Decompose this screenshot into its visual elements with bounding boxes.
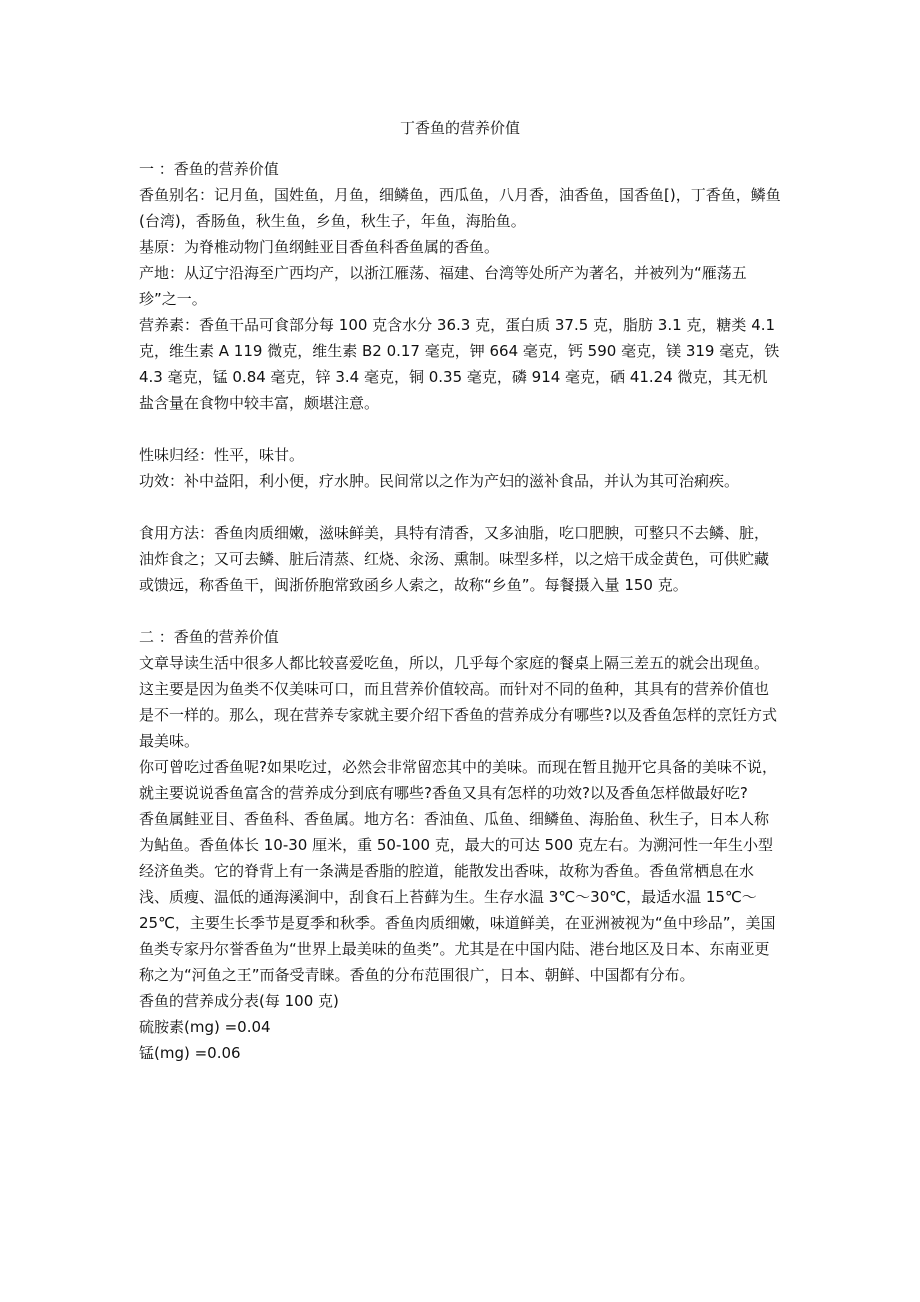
section-1-heading: 一 ：香鱼的营养价值	[139, 160, 279, 178]
description-paragraph: 香鱼属鲑亚目、香鱼科、香鱼属。地方名：香油鱼、瓜鱼、细鳞鱼、海胎鱼、秋生子，日本人称为鲇鱼。香鱼体长 10-30 厘米，重 50-100 克，最大的可达 500 克左右。为溯河性一年生小型经济鱼类。它的脊背上有一条满是香脂的腔道，能散发出香味，故称为香鱼。香鱼常栖息在水浅、质瘦、温低的通海溪涧中，刮食石上苔藓为生。生存水温 3℃～30℃，最适水温 15℃～25℃，主要生长季节是夏季和秋季。香鱼肉质细嫩，味道鲜美，在亚洲被视为“鱼中珍品”，美国鱼类专家丹尔誉香鱼为“世界上最美味的鱼类”。尤其是在中国内陆、港台地区及日本、东南亚更称之为“河鱼之王”而备受青睐。香鱼的分布范围很广，日本、朝鲜、中国都有分布。	[139, 810, 776, 984]
section-2-heading: 二 ：香鱼的营养价值	[139, 628, 279, 646]
origin-paragraph: 基原：为脊椎动物门鱼纲鲑亚目香鱼科香鱼属的香鱼。	[139, 238, 500, 256]
paragraph-gap	[139, 416, 781, 442]
aliases-paragraph: 香鱼别名：记月鱼，国姓鱼，月鱼，细鳞鱼，西瓜鱼，八月香，油香鱼，国香鱼[)，丁香鱼，鳞鱼(台湾)，香肠鱼，秋生鱼，乡鱼，秋生子，年鱼，海胎鱼。	[139, 186, 781, 230]
paragraph-gap	[139, 598, 781, 624]
page-title: 丁香鱼的营养价值	[399, 119, 520, 137]
intro-paragraph: 文章导读生活中很多人都比较喜爱吃鱼，所以，几乎每个家庭的餐桌上隔三差五的就会出现鱼。这主要是因为鱼类不仅美味可口，而且营养价值较高。而针对不同的鱼种，其具有的营养价值也是不一样的。那么，现在营养专家就主要介绍下香鱼的营养成分有哪些?以及香鱼怎样的烹饪方式最美味。	[139, 654, 777, 750]
nature-paragraph: 性味归经：性平，味甘。	[139, 446, 305, 464]
paragraph-gap	[139, 494, 781, 520]
nutrition-row: 锰(mg) =0.06	[139, 1044, 241, 1062]
usage-paragraph: 食用方法：香鱼肉质细嫩，滋味鲜美，具特有清香，又多油脂，吃口肥腴，可整只不去鳞、脏，油炸食之；又可去鳞、脏后清蒸、红烧、汆汤、熏制。味型多样，以之焙干成金黄色，可供贮藏或馈远，称香鱼干，闽浙侨胞常致函乡人索之，故称“乡鱼”。每餐摄入量 150 克。	[139, 524, 770, 594]
efficacy-paragraph: 功效：补中益阳，利小便，疗水肿。民间常以之作为产妇的滋补食品，并认为其可治痢疾。	[139, 472, 740, 490]
nutrients-paragraph: 营养素：香鱼干品可食部分每 100 克含水分 36.3 克，蛋白质 37.5 克，脂肪 3.1 克，糖类 4.1 克，维生素 A 119 微克，维生素 B2 0.17 毫克，钾 664 毫克，钙 590 毫克，镁 319 毫克，铁 4.3 毫克，锰 0.84 毫克，锌 3.4 毫克，铜 0.35 毫克，磷 914 毫克，硒 41.24 微克，其无机盐含量在食物中较丰富，颇堪注意。	[139, 316, 780, 412]
question-paragraph: 你可曾吃过香鱼呢?如果吃过，必然会非常留恋其中的美味。而现在暂且抛开它具备的美味不说，就主要说说香鱼富含的营养成分到底有哪些?香鱼又具有怎样的功效?以及香鱼怎样做最好吃?	[139, 758, 777, 802]
document-body	[139, 156, 781, 1066]
nutrition-table-title: 香鱼的营养成分表(每 100 克)	[139, 992, 339, 1010]
nutrition-row: 硫胺素(mg) =0.04	[139, 1018, 271, 1036]
habitat-paragraph: 产地：从辽宁沿海至广西均产，以浙江雁荡、福建、台湾等处所产为著名，并被列为“雁荡五珍”之一。	[139, 264, 747, 308]
